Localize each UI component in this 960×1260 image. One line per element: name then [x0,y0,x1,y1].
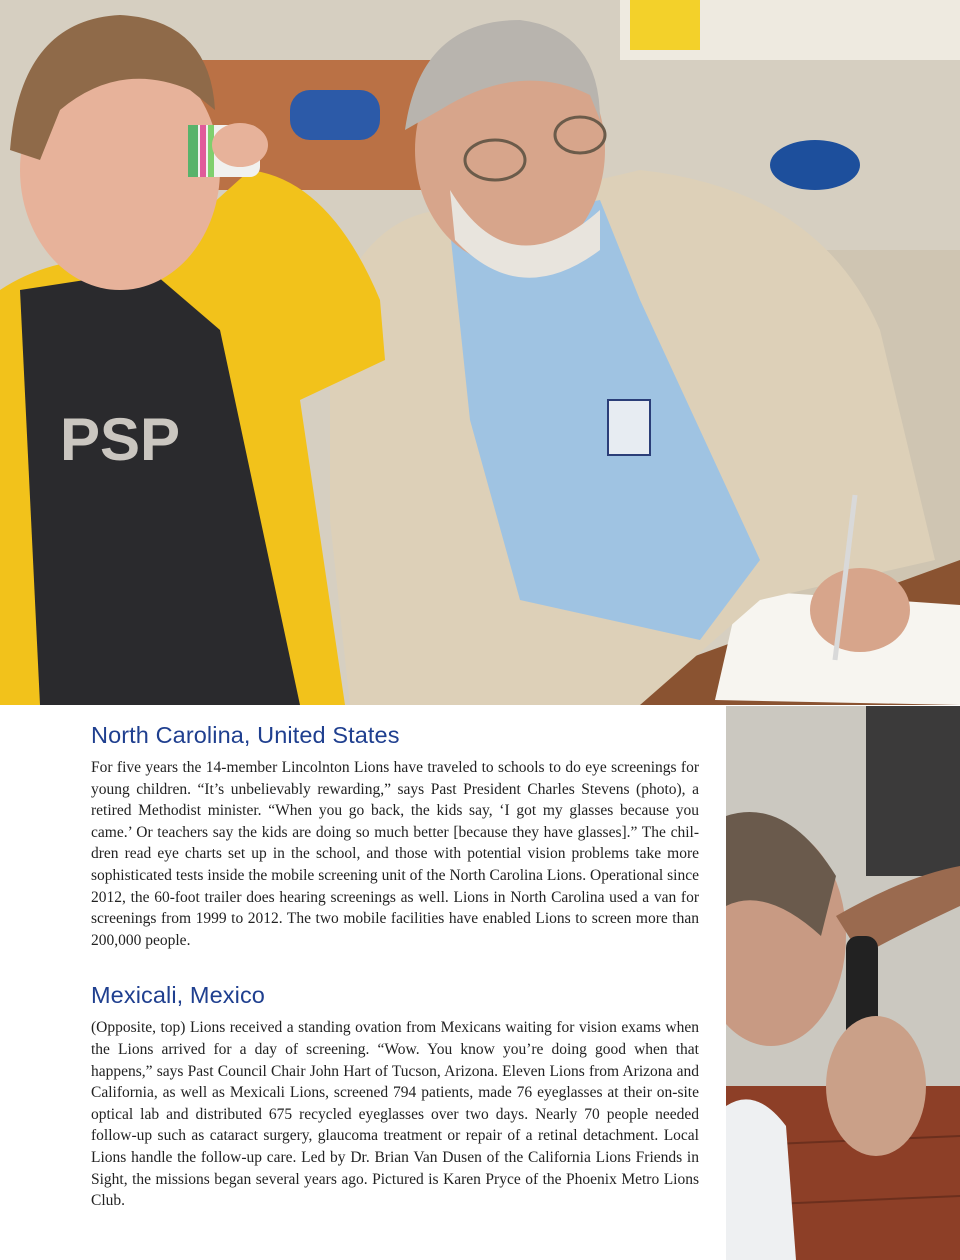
section-body-north-carolina: For five years the 14-member Lincolnton Lions have traveled to schools to do eye screenings for young children. “It’s unbelievably rewarding,” says Past President Charles Stevens (photo), a retired Methodist minister. “When you go back, the kids say, ‘I got my glasses because you came.’ Or teachers say the kids are doing so much better [because they have glasses].” The children read eye charts set up in the school, and those with potential vision problems take more sophisticated tests inside the mobile screening unit of the North Carolina Lions. Operational since 2012, the 60-foot trailer does hearing screenings as well. Lions in North Carolina used a van for screenings from 1999 to 2012. The two mobile facilities have enabled Lions to screen more than 200,000 people. [91,759,699,949]
section-heading-north-carolina: North Carolina, United States [91,722,400,748]
article-text-column [91,720,699,1212]
svg-text:PSP: PSP [60,406,181,473]
photo-eye-exam-ophthalmoscope [726,706,960,1260]
section-mexicali [91,980,699,1211]
section-body-mexicali: (Opposite, top) Lions received a standing ovation from Mexicans waiting for vision exams when the Lions arrived for a day of screening. “Wow. You know you’re doing good when that happens,” says Past Council Chair John Hart of Tucson, Arizona. Eleven Lions from Arizona and California, as well as Mexicali Lions, screened 794 patients, made 76 eyeglasses at their on-site optical lab and distributed 675 recycled eyeglasses over two days. Nearly 70 people needed follow-up such as cataract surgery, glaucoma treatment or repair of a retinal detachment. Local Lions handle the follow-up care. Led by Dr. Brian Van Dusen of the California Lions Friends in Sight, the missions began several years ago. Pictured is Karen Pryce of the Phoenix Metro Lions Club. [91,1019,699,1210]
section-heading-mexicali: Mexicali, Mexico [91,982,265,1009]
section-north-carolina [91,720,699,951]
